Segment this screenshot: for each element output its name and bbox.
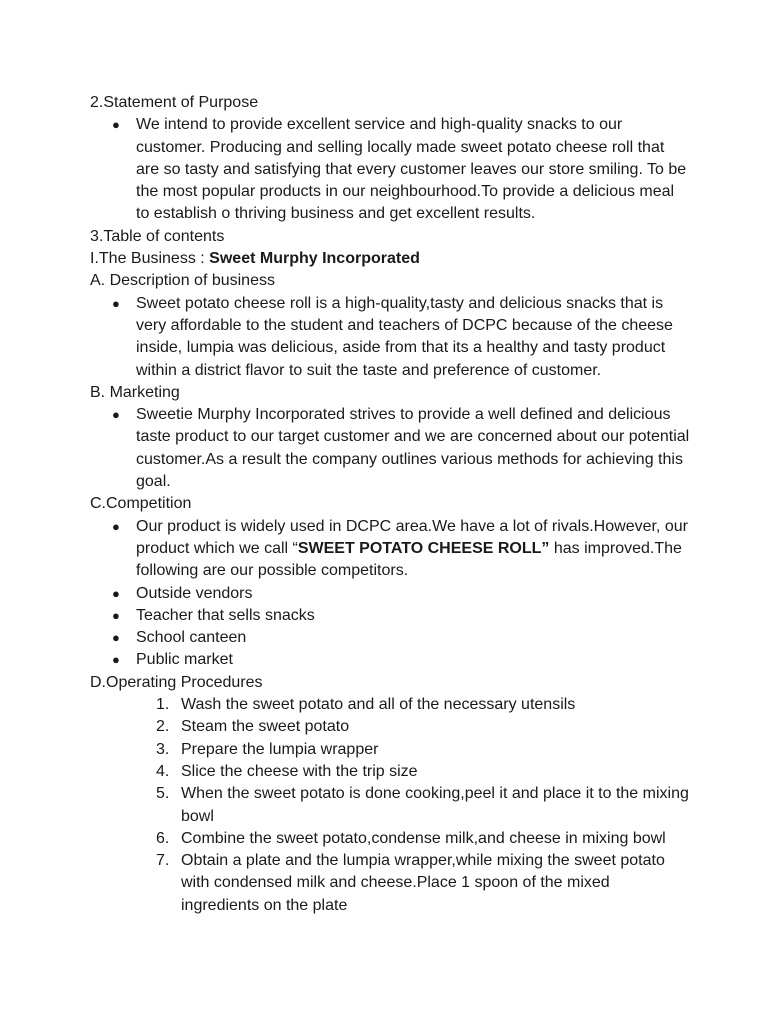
list-item xyxy=(90,605,690,627)
competition-heading: C.Competition xyxy=(90,495,192,513)
step-number: 2. xyxy=(156,718,170,736)
step-number: 1. xyxy=(156,696,170,714)
list-item xyxy=(90,516,690,583)
business-prefix: I.The Business : xyxy=(90,250,210,268)
list-item xyxy=(90,649,690,671)
document-page xyxy=(90,92,690,917)
business-name: Sweet Murphy Incorporated xyxy=(209,250,420,268)
bullet-icon: ● xyxy=(112,407,120,423)
list-item xyxy=(90,739,690,761)
competitor-market: Public market xyxy=(136,651,233,669)
list-item xyxy=(90,828,690,850)
description-list xyxy=(90,293,690,382)
procedures-list xyxy=(90,694,690,917)
list-item xyxy=(90,114,690,225)
bullet-icon: ● xyxy=(112,295,120,311)
competitor-teacher: Teacher that sells snacks xyxy=(136,606,315,624)
step-text: Combine the sweet potato,condense milk,and cheese in mixing bowl xyxy=(181,829,666,847)
competition-intro-before: Our product is widely used in DCPC area.We have a lot of rivals.However, our product which we call “ xyxy=(136,517,688,557)
step-number: 3. xyxy=(156,740,170,758)
bullet-icon: ● xyxy=(112,630,120,646)
marketing-list xyxy=(90,404,690,493)
list-item xyxy=(90,716,690,738)
bullet-icon: ● xyxy=(112,652,120,668)
step-number: 7. xyxy=(156,852,170,870)
procedures-heading: D.Operating Procedures xyxy=(90,673,263,691)
list-item xyxy=(90,583,690,605)
list-item xyxy=(90,293,690,382)
step-number: 6. xyxy=(156,829,170,847)
list-item xyxy=(90,761,690,783)
list-item xyxy=(90,850,690,917)
description-heading: A. Description of business xyxy=(90,272,275,290)
step-text: Steam the sweet potato xyxy=(181,718,350,736)
bullet-icon: ● xyxy=(112,117,120,133)
competition-list xyxy=(90,516,690,672)
list-item xyxy=(90,627,690,649)
competition-intro-after: has improved.The following are our possible competitors. xyxy=(136,539,682,580)
purpose-text: We intend to provide excellent service and high-quality snacks to our customer. Producing and selling locally made sweet potato cheese roll that are so tasty and satisfying that every customer leaves our store smiling. To be the most popular products in our neighbourhood.To provide a delicious meal to establish o thriving business and get excellent results. xyxy=(136,116,687,223)
product-name: SWEET POTATO CHEESE ROLL” xyxy=(297,539,550,557)
bullet-icon: ● xyxy=(112,518,120,534)
list-item xyxy=(90,783,690,828)
step-text: Prepare the lumpia wrapper xyxy=(181,740,379,758)
toc-heading: 3.Table of contents xyxy=(90,227,225,245)
marketing-heading: B. Marketing xyxy=(90,383,180,401)
step-text: When the sweet potato is done cooking,peel it and place it to the mixing bowl xyxy=(181,785,689,825)
step-text: Obtain a plate and the lumpia wrapper,while mixing the sweet potato with condensed milk and cheese.Place 1 spoon of the mixed ingredients on the plate xyxy=(181,852,665,914)
list-item xyxy=(90,694,690,716)
competitor-outside-vendors: Outside vendors xyxy=(136,584,253,602)
purpose-list xyxy=(90,114,690,225)
competition-intro xyxy=(136,518,688,580)
marketing-text: Sweetie Murphy Incorporated strives to provide a well defined and delicious taste product to our target customer and we are concerned about our potential customer.As a result the company outlines various methods for achieving this goal. xyxy=(136,406,690,491)
bullet-icon: ● xyxy=(112,607,120,623)
step-text: Wash the sweet potato and all of the necessary utensils xyxy=(181,696,576,714)
step-number: 4. xyxy=(156,762,170,780)
list-item xyxy=(90,404,690,493)
bullet-icon: ● xyxy=(112,585,120,601)
purpose-heading: 2.Statement of Purpose xyxy=(90,94,259,111)
step-number: 5. xyxy=(156,785,170,803)
competitor-canteen: School canteen xyxy=(136,629,247,647)
description-text: Sweet potato cheese roll is a high-quality,tasty and delicious snacks that is very affordable to the student and teachers of DCPC because of the cheese inside, lumpia was delicious, aside from that its a healthy and tasty product within a district flavor to suit the taste and preference of customer. xyxy=(136,294,673,379)
business-line xyxy=(90,248,690,270)
step-text: Slice the cheese with the trip size xyxy=(181,762,418,780)
